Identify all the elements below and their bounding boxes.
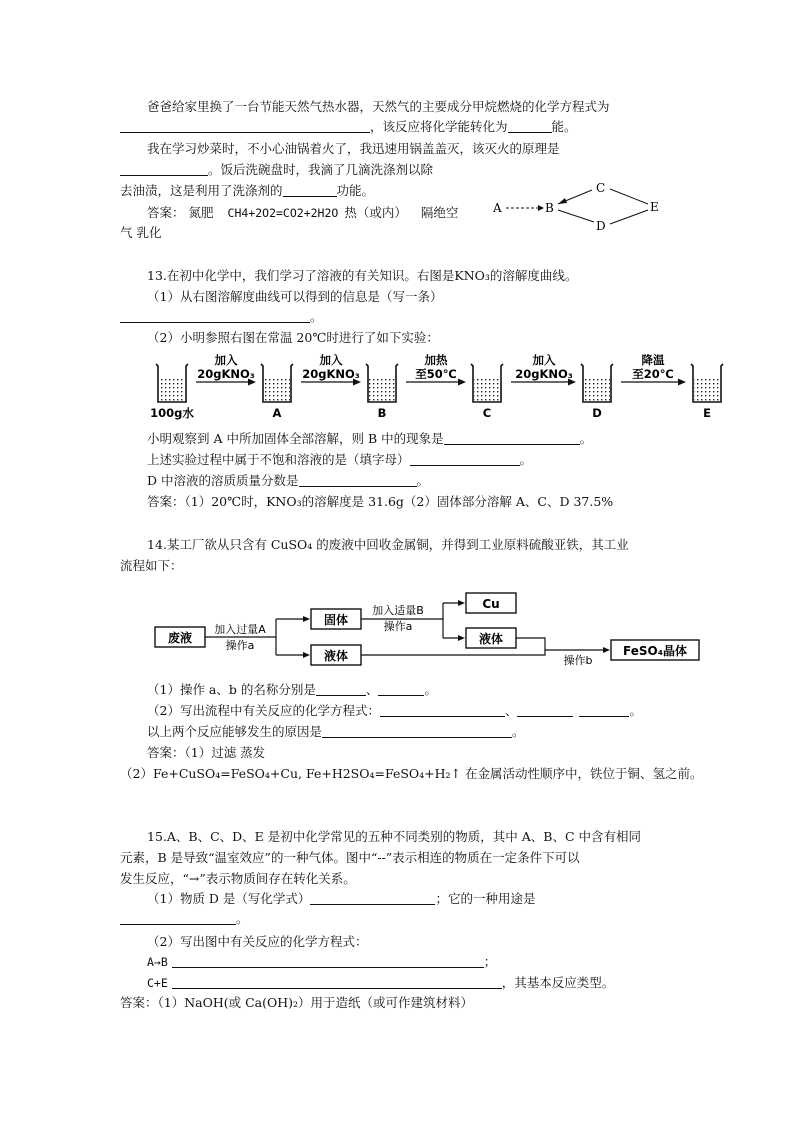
- q14-line-5: 以上两个反应能够发生的原因是 。: [147, 724, 525, 739]
- beaker-label-c: C: [482, 406, 492, 420]
- q13-line-7: D 中溶液的溶质质量分数是 。: [147, 473, 430, 488]
- q13-line-1: 13.在初中化学中，我们学习了溶液的有关知识。右图是KNO₃的溶解度曲线。: [147, 268, 578, 283]
- q15-answer: 答案：（1）NaOH(或 Ca(OH)₂）用于造纸（或可作建筑材料）: [120, 995, 474, 1010]
- q14-line-2: 流程如下：: [120, 558, 183, 573]
- q15-line-3: 发生反应，“→”表示物质间存在转化关系。: [120, 871, 356, 886]
- q14-blank-eq-1[interactable]: [380, 703, 505, 717]
- q12-blank-function[interactable]: [283, 183, 337, 197]
- q14-blank-reason[interactable]: [322, 724, 512, 738]
- q15-line-5: 。: [120, 911, 249, 927]
- q15-blank-usage[interactable]: [120, 911, 236, 925]
- beaker-experiment-figure: [148, 350, 728, 425]
- step2-bottom: 20gKNO₃: [302, 367, 360, 381]
- beaker-label-b: B: [377, 406, 387, 420]
- q14-blank-op-a[interactable]: [316, 682, 366, 696]
- q13-line-3: 。: [120, 309, 323, 325]
- node-a: A: [493, 201, 502, 215]
- q13-blank-b-phenomenon[interactable]: [444, 431, 580, 445]
- label-solid: 固体: [323, 613, 349, 627]
- q13-line-4: （2）小明参照右图在常温 20℃时进行了如下实验：: [147, 330, 439, 345]
- q12-blank-principle[interactable]: [120, 162, 208, 176]
- beaker-label-e: E: [703, 406, 711, 420]
- q14-blank-op-b[interactable]: [378, 682, 424, 696]
- label-op-b: 操作b: [563, 654, 593, 667]
- q12-answer: 答案： 氮肥 CH4+2O2=CO2+2H2O 热（或内） 隔绝空: [147, 205, 459, 220]
- q15-line-1: 15.A、B、C、D、E 是初中化学常见的五种不同类别的物质，其中 A、B、C 中含有相同: [147, 829, 642, 844]
- beaker-b: [366, 364, 398, 402]
- q14-answer-2: （2）Fe+CuSO₄=FeSO₄+Cu, Fe+H2SO₄=FeSO₄+H₂↑ 在金属活动性顺序中，铁位于铜、氢之前。: [120, 766, 703, 781]
- q12-line-3: 我在学习炒菜时，不小心油锅着火了，我迅速用锅盖盖灭，该灭火的原理是: [147, 141, 560, 156]
- q12-line-1: 爸爸给家里换了一台节能天然气热水器，天然气的主要成分甲烷燃烧的化学方程式为: [147, 99, 610, 114]
- step1-bottom: 20gKNO₃: [197, 367, 255, 381]
- beaker-water: [156, 364, 188, 402]
- beaker-label-a: A: [272, 406, 282, 420]
- node-b: B: [545, 201, 554, 215]
- step5-top: 降温: [641, 353, 665, 367]
- q14-answer-1: 答案：（1）过滤 蒸发: [147, 745, 266, 760]
- q13-line-6: 上述实验过程中属于不饱和溶液的是（填字母） 。: [147, 452, 533, 467]
- q13-blank-unsaturated[interactable]: [410, 452, 520, 466]
- q14-blank-eq-2[interactable]: [517, 703, 573, 717]
- q15-blank-ab-equation[interactable]: [172, 954, 484, 968]
- q15-line-4: （1）物质 D 是（写化学式） ；它的一种用途是: [147, 891, 536, 906]
- q14-line-4: （2）写出流程中有关反应的化学方程式： 、 。: [147, 703, 642, 718]
- label-cu: Cu: [482, 597, 500, 611]
- step5-bottom: 至20℃: [632, 367, 674, 381]
- q12-line-4: 。饭后洗碗盘时，我滴了几滴洗涤剂以除: [120, 162, 433, 178]
- beaker-a: [261, 364, 293, 402]
- step1-top: 加入: [214, 353, 238, 367]
- q15-line-7: A→B ；: [147, 954, 497, 969]
- q15-blank-ce-equation[interactable]: [172, 975, 502, 989]
- step3-bottom: 至50℃: [415, 367, 457, 381]
- node-d: D: [596, 219, 606, 233]
- step2-top: 加入: [319, 353, 343, 367]
- process-flow-diagram: [150, 585, 710, 675]
- label-add-b: 加入适量B: [372, 604, 424, 617]
- step4-bottom: 20gKNO₃: [515, 367, 573, 381]
- q15-line-2: 元素，B 是导致“温室效应”的一种气体。图中“--”表示相连的物质在一定条件下可以: [120, 850, 580, 865]
- step4-top: 加入: [532, 353, 556, 367]
- beaker-label-d: D: [592, 406, 602, 420]
- q13-line-2: （1）从右图溶解度曲线可以得到的信息是（写一条）: [147, 289, 443, 304]
- label-op-a-2: 操作a: [383, 620, 413, 633]
- q13-line-5: 小明观察到 A 中所加固体全部溶解，则 B 中的现象是 。: [147, 431, 593, 446]
- label-liquid-2: 液体: [478, 632, 504, 646]
- label-op-a: 操作a: [225, 639, 255, 652]
- q15-line-6: （2）写出图中有关反应的化学方程式：: [147, 934, 368, 949]
- label-add-a: 加入过量A: [214, 623, 266, 636]
- q12-blank-energy[interactable]: [508, 119, 552, 133]
- q14-line-1: 14.某工厂欲从只含有 CuSO₄ 的废液中回收金属铜，并得到工业原料硫酸亚铁，其工业: [147, 537, 629, 552]
- q12-blank-equation[interactable]: [120, 119, 370, 133]
- label-waste: 废液: [167, 631, 193, 645]
- q12-line-5: 去油渍，这是利用了洗涤剂的 功能。: [120, 183, 375, 198]
- abcde-relation-diagram: [488, 178, 678, 238]
- label-liquid-1: 液体: [323, 649, 349, 663]
- q13-answer: 答案：（1）20℃时，KNO₃的溶解度是 31.6g（2）固体部分溶解 A、C、D 37.5%: [147, 494, 614, 509]
- step3-top: 加热: [424, 353, 448, 367]
- q14-line-3: （1）操作 a、b 的名称分别是 、 。: [147, 682, 437, 697]
- beaker-e: [691, 364, 723, 402]
- q12-answer-cont: 气 乳化: [120, 225, 162, 240]
- node-c: C: [596, 181, 606, 195]
- node-e: E: [650, 200, 659, 214]
- label-crystal: FeSO₄晶体: [623, 644, 687, 658]
- q15-line-8: C+E ，其基本反应类型。: [147, 975, 615, 990]
- q13-blank-info[interactable]: [120, 309, 310, 323]
- q13-blank-mass-fraction[interactable]: [299, 473, 417, 487]
- q12-line-2: ，该反应将化学能转化为 能。: [120, 119, 577, 135]
- beaker-label-water: 100g水: [150, 406, 194, 420]
- beaker-c: [471, 364, 503, 402]
- beaker-d: [581, 364, 613, 402]
- q15-blank-d-formula[interactable]: [310, 891, 435, 905]
- q14-blank-eq-3[interactable]: [579, 703, 629, 717]
